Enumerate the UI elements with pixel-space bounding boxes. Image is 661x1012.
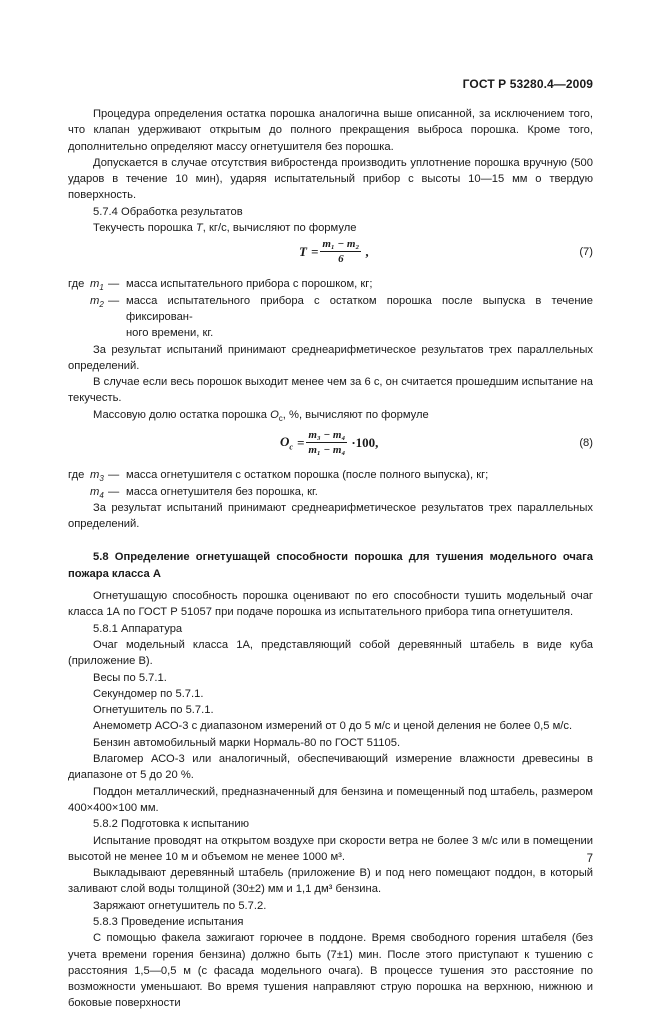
paragraph: Анемометр АСО-3 с диапазоном измерений от 0 до 5 м/с и ценой деления не более 0,5 м/с. — [93, 720, 573, 733]
equation-8 — [68, 429, 593, 463]
paragraph: Допускается в случае отсутствия вибростенда производить уплотнение порошка вручную (500 ударов в течение 10 мин), ударяя испытательный прибор с высоты 10—15 мм о твердую поверхность. — [68, 156, 593, 202]
section-heading-5-8: 5.8 Определение огнетушащей способности порошка для тушения модельного очага пожара класса А — [68, 551, 593, 580]
equation-7-number: (7) — [579, 246, 593, 259]
eq7-denominator: 6 — [338, 253, 344, 266]
paragraph: С помощью факела зажигают горючее в поддоне. Время свободного горения штабеля (без учета времени горения бензина) должно быть (7±1) мин. После этого приступают к тушению с расстояния 1,5—0,5 м (с фасада модельного очага). В процессе тушения это расстояние по возможности уменьшают. Во время тушения направляют струю порошка на верхнюю, нижнюю и боковые поверхности — [68, 932, 593, 1010]
paragraph: Огнетушитель по 5.7.1. — [93, 704, 214, 717]
eq8-denominator: m₁ − m₄ — [308, 444, 346, 457]
paragraph: Поддон металлический, предназначенный для бензина и помещенный под штабель, размером 400×400×100 мм. — [68, 785, 593, 814]
paragraph: Массовую долю остатка порошка $O_с$, %, вычисляют по формуле — [93, 408, 429, 423]
definition-m1: где $m_1$ — масса испытательного прибора с порошком, кг; — [68, 278, 373, 293]
paragraph: Секундомер по 5.7.1. — [93, 687, 204, 700]
eq8-numerator: m₃ − m₄ — [308, 429, 346, 442]
paragraph: В случае если весь порошок выходит менее чем за 6 с, он считается прошедшим испытание на текучесть. — [68, 376, 593, 405]
page-number: 7 — [586, 853, 593, 865]
equation-7 — [68, 238, 593, 272]
equation-8-formula: $O_с$ = $\frac{\text{m₃ − m₄}}{\text{m₁ − m₄}}$ ·100, — [280, 429, 379, 457]
paragraph: Весы по 5.7.1. — [93, 671, 167, 684]
paragraph: Выкладывают деревянный штабель (приложение В) и под него помещают поддон, в который заливают слой воды толщиной (30±2) мм и 1,1 дм³ бензина. — [68, 867, 593, 896]
paragraph: Очаг модельный класса 1А, представляющий собой деревянный штабель в виде куба (приложение В). — [68, 638, 593, 668]
eq7-numerator: m₁ − m₂ — [322, 238, 360, 251]
paragraph: Процедура определения остатка порошка аналогична выше описанной, за исключением того, что клапан удерживают открытым до полного прекращения выброса порошка. Кроме того, дополнительно определяют массу огнетушителя без порошка. — [68, 108, 593, 153]
paragraph: За результат испытаний принимают среднеарифметическое результатов трех параллельных определений. — [68, 501, 593, 531]
page-body — [68, 106, 593, 1012]
paragraph: Влагомер АСО-3 или аналогичный, обеспечивающий измерение влажности древесины в диапазоне от 5 до 20 %. — [68, 753, 593, 782]
subsection-heading: 5.8.1 Аппаратура — [93, 622, 183, 635]
paragraph: За результат испытаний принимают среднеарифметическое результатов трех параллельных определений. — [68, 343, 593, 372]
equation-7-formula: T = $\frac{\text{m₁ − m₂}}{6}$ , — [299, 238, 369, 266]
subsection-heading: 5.8.3 Проведение испытания — [93, 916, 244, 928]
paragraph: Бензин автомобильный марки Нормаль-80 по ГОСТ 51105. — [93, 736, 401, 749]
paragraph: Заряжают огнетушитель по 5.7.2. — [93, 899, 267, 912]
paragraph: Испытание проводят на открытом воздухе при скорости ветра не более 3 м/с или в помещении высотой не менее 10 м и объемом не менее 1000 м³. — [68, 834, 593, 863]
definition-m3: где $m_3$ — масса огнетушителя с остатком порошка (после полного выпуска), кг; — [68, 469, 489, 484]
equation-8-number: (8) — [579, 437, 593, 450]
paragraph: Текучесть порошка T, кг/с, вычисляют по формуле — [93, 222, 357, 235]
subsection-heading: 5.7.4 Обработка результатов — [93, 205, 243, 218]
standard-header: ГОСТ Р 53280.4—2009 — [462, 77, 593, 91]
definition-m4: $m_4$ — масса огнетушителя без порошка, кг. — [90, 485, 318, 500]
definition-m2: $m_2$ — масса испытательного прибора с остатком порошка после выпуска в течение фиксирован- ного времени, кг. — [90, 294, 593, 340]
subsection-heading: 5.8.2 Подготовка к испытанию — [93, 818, 249, 831]
paragraph: Огнетушащую способность порошка оценивают по его способности тушить модельный очаг класса 1А по ГОСТ Р 51057 при подаче порошка из испытательного прибора типа огнетушителя. — [68, 590, 593, 619]
